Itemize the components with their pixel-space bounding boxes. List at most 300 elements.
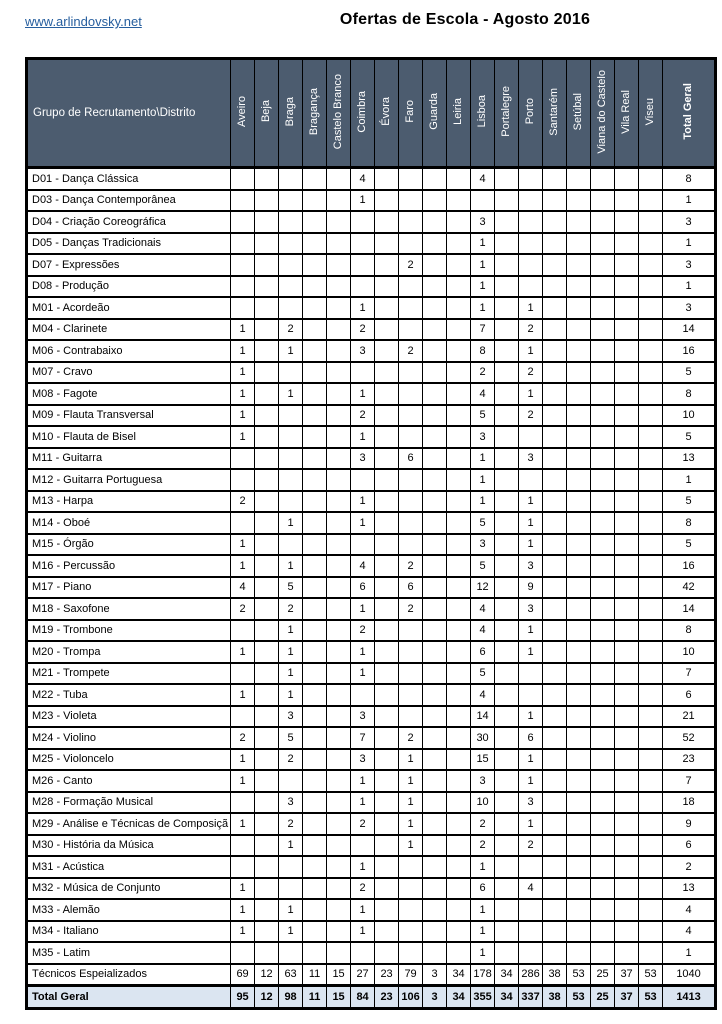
value-cell — [255, 620, 279, 642]
value-cell: 16 — [663, 555, 716, 577]
value-cell: 3 — [471, 534, 495, 556]
value-cell — [495, 512, 519, 534]
row-label: M19 - Trombone — [27, 620, 231, 642]
value-cell: 12 — [255, 964, 279, 986]
value-cell: 1 — [279, 340, 303, 362]
value-cell — [591, 168, 615, 190]
value-cell — [399, 319, 423, 341]
value-cell — [639, 921, 663, 943]
value-cell — [399, 233, 423, 255]
value-cell — [639, 555, 663, 577]
value-cell — [279, 856, 303, 878]
value-cell — [519, 856, 543, 878]
value-cell — [495, 534, 519, 556]
value-cell: 5 — [663, 362, 716, 384]
value-cell: 2 — [471, 813, 495, 835]
value-cell — [447, 254, 471, 276]
value-cell — [231, 233, 255, 255]
value-cell — [351, 534, 375, 556]
value-cell — [447, 405, 471, 427]
value-cell — [303, 276, 327, 298]
value-cell: 4 — [519, 878, 543, 900]
column-header-label: Leiria — [452, 98, 465, 125]
value-cell — [567, 770, 591, 792]
value-cell: 7 — [663, 663, 716, 685]
value-cell — [615, 706, 639, 728]
value-cell: 14 — [663, 598, 716, 620]
value-cell — [639, 297, 663, 319]
column-header-santar-m — [543, 59, 567, 168]
table-row — [27, 340, 716, 362]
value-cell — [351, 362, 375, 384]
value-cell — [423, 319, 447, 341]
value-cell — [495, 878, 519, 900]
value-cell — [543, 168, 567, 190]
value-cell: 2 — [519, 362, 543, 384]
row-label: M17 - Piano — [27, 577, 231, 599]
value-cell: 52 — [663, 727, 716, 749]
value-cell — [375, 233, 399, 255]
value-cell: 2 — [519, 835, 543, 857]
value-cell — [567, 555, 591, 577]
value-cell — [423, 749, 447, 771]
value-cell — [495, 319, 519, 341]
value-cell: 3 — [471, 770, 495, 792]
value-cell — [303, 813, 327, 835]
value-cell — [639, 942, 663, 964]
table-row — [27, 383, 716, 405]
value-cell — [639, 749, 663, 771]
column-header-label: Portalegre — [500, 86, 513, 137]
value-cell — [375, 792, 399, 814]
value-cell — [543, 813, 567, 835]
value-cell — [495, 362, 519, 384]
value-cell: 2 — [471, 835, 495, 857]
value-cell — [615, 878, 639, 900]
value-cell — [543, 878, 567, 900]
value-cell — [399, 706, 423, 728]
value-cell — [567, 899, 591, 921]
value-cell: 1 — [663, 233, 716, 255]
value-cell — [615, 620, 639, 642]
value-cell — [375, 899, 399, 921]
value-cell — [399, 362, 423, 384]
value-cell: 63 — [279, 964, 303, 986]
value-cell: 21 — [663, 706, 716, 728]
value-cell — [423, 555, 447, 577]
value-cell — [591, 512, 615, 534]
value-cell: 1 — [231, 555, 255, 577]
value-cell — [375, 426, 399, 448]
table-row — [27, 684, 716, 706]
value-cell — [279, 469, 303, 491]
value-cell — [567, 878, 591, 900]
value-cell — [327, 555, 351, 577]
value-cell: 69 — [231, 964, 255, 986]
table-row — [27, 190, 716, 212]
table-row — [27, 727, 716, 749]
value-cell — [519, 921, 543, 943]
value-cell — [591, 663, 615, 685]
value-cell — [279, 942, 303, 964]
value-cell — [519, 233, 543, 255]
value-cell — [255, 426, 279, 448]
value-cell — [399, 190, 423, 212]
value-cell — [255, 577, 279, 599]
value-cell — [639, 620, 663, 642]
value-cell: 8 — [663, 383, 716, 405]
value-cell — [255, 813, 279, 835]
value-cell — [615, 448, 639, 470]
value-cell — [567, 792, 591, 814]
value-cell — [255, 405, 279, 427]
value-cell — [423, 362, 447, 384]
value-cell: 1 — [399, 813, 423, 835]
value-cell — [327, 319, 351, 341]
value-cell — [639, 362, 663, 384]
value-cell: 12 — [255, 986, 279, 1009]
column-header-set-bal — [567, 59, 591, 168]
value-cell — [495, 835, 519, 857]
table-row — [27, 168, 716, 190]
value-cell — [543, 684, 567, 706]
table-row — [27, 491, 716, 513]
value-cell: 1 — [519, 770, 543, 792]
value-cell — [375, 534, 399, 556]
value-cell — [567, 577, 591, 599]
value-cell: 1 — [351, 663, 375, 685]
value-cell: 2 — [279, 749, 303, 771]
value-cell: 3 — [351, 340, 375, 362]
value-cell: 16 — [663, 340, 716, 362]
value-cell — [567, 297, 591, 319]
value-cell — [279, 276, 303, 298]
value-cell — [591, 770, 615, 792]
value-cell — [543, 190, 567, 212]
value-cell: 6 — [471, 878, 495, 900]
value-cell — [495, 555, 519, 577]
row-label: M25 - Violoncelo — [27, 749, 231, 771]
value-cell — [615, 641, 639, 663]
value-cell — [303, 405, 327, 427]
value-cell — [327, 921, 351, 943]
value-cell — [591, 878, 615, 900]
value-cell — [303, 340, 327, 362]
value-cell: 3 — [471, 211, 495, 233]
value-cell: 5 — [471, 512, 495, 534]
value-cell: 2 — [351, 319, 375, 341]
table-row — [27, 921, 716, 943]
value-cell — [255, 211, 279, 233]
value-cell: 1 — [279, 512, 303, 534]
offers-table — [25, 57, 717, 1010]
value-cell — [567, 168, 591, 190]
value-cell — [255, 168, 279, 190]
column-header-coimbra — [351, 59, 375, 168]
row-label: M10 - Flauta de Bisel — [27, 426, 231, 448]
value-cell — [423, 168, 447, 190]
value-cell — [423, 921, 447, 943]
value-cell — [423, 534, 447, 556]
value-cell — [351, 469, 375, 491]
value-cell — [375, 297, 399, 319]
value-cell — [495, 168, 519, 190]
value-cell — [615, 727, 639, 749]
value-cell — [327, 340, 351, 362]
value-cell — [447, 555, 471, 577]
value-cell — [639, 663, 663, 685]
row-label: M31 - Acústica — [27, 856, 231, 878]
value-cell: 1 — [231, 899, 255, 921]
value-cell — [615, 684, 639, 706]
table-row — [27, 534, 716, 556]
value-cell: 178 — [471, 964, 495, 986]
table-row — [27, 835, 716, 857]
value-cell: 27 — [351, 964, 375, 986]
row-label: M11 - Guitarra — [27, 448, 231, 470]
value-cell — [639, 899, 663, 921]
value-cell — [303, 641, 327, 663]
value-cell — [399, 512, 423, 534]
value-cell — [423, 770, 447, 792]
value-cell — [495, 792, 519, 814]
value-cell — [543, 448, 567, 470]
value-cell — [423, 297, 447, 319]
value-cell — [495, 813, 519, 835]
value-cell: 1 — [663, 276, 716, 298]
value-cell — [351, 835, 375, 857]
value-cell: 2 — [399, 340, 423, 362]
value-cell — [255, 469, 279, 491]
table-row — [27, 233, 716, 255]
row-label: D07 - Expressões — [27, 254, 231, 276]
row-label: Total Geral — [27, 986, 231, 1009]
value-cell: 337 — [519, 986, 543, 1009]
value-cell — [399, 297, 423, 319]
table-row — [27, 254, 716, 276]
value-cell — [615, 598, 639, 620]
value-cell — [279, 405, 303, 427]
value-cell — [375, 190, 399, 212]
value-cell: 1 — [351, 598, 375, 620]
column-header-viseu — [639, 59, 663, 168]
row-label: D01 - Dança Clássica — [27, 168, 231, 190]
value-cell — [231, 276, 255, 298]
value-cell — [447, 598, 471, 620]
value-cell — [255, 856, 279, 878]
value-cell — [447, 233, 471, 255]
value-cell — [303, 469, 327, 491]
value-cell — [423, 684, 447, 706]
table-row — [27, 405, 716, 427]
value-cell — [351, 254, 375, 276]
value-cell: 79 — [399, 964, 423, 986]
value-cell — [255, 340, 279, 362]
value-cell — [399, 383, 423, 405]
value-cell: 3 — [279, 792, 303, 814]
value-cell: 84 — [351, 986, 375, 1009]
value-cell: 1 — [519, 641, 543, 663]
value-cell — [327, 856, 351, 878]
value-cell — [351, 211, 375, 233]
value-cell: 2 — [231, 491, 255, 513]
value-cell — [639, 706, 663, 728]
value-cell — [591, 727, 615, 749]
value-cell — [567, 663, 591, 685]
value-cell — [615, 233, 639, 255]
value-cell: 11 — [303, 986, 327, 1009]
value-cell — [567, 319, 591, 341]
value-cell: 1 — [351, 190, 375, 212]
value-cell — [423, 254, 447, 276]
value-cell — [327, 211, 351, 233]
value-cell: 1 — [231, 921, 255, 943]
value-cell: 1 — [351, 899, 375, 921]
value-cell — [615, 168, 639, 190]
value-cell — [423, 620, 447, 642]
value-cell: 1 — [231, 362, 255, 384]
value-cell — [567, 921, 591, 943]
value-cell — [255, 749, 279, 771]
site-link[interactable]: www.arlindovsky.net — [25, 14, 142, 29]
value-cell — [231, 168, 255, 190]
value-cell — [519, 684, 543, 706]
value-cell — [327, 233, 351, 255]
value-cell — [327, 383, 351, 405]
value-cell: 53 — [567, 964, 591, 986]
value-cell: 5 — [279, 727, 303, 749]
value-cell — [495, 276, 519, 298]
table-row — [27, 964, 716, 986]
value-cell — [591, 254, 615, 276]
value-cell: 1 — [471, 899, 495, 921]
value-cell — [615, 534, 639, 556]
value-cell: 2 — [231, 727, 255, 749]
value-cell — [639, 319, 663, 341]
value-cell: 1 — [231, 426, 255, 448]
value-cell — [375, 942, 399, 964]
value-cell: 1 — [279, 663, 303, 685]
value-cell: 3 — [663, 254, 716, 276]
value-cell: 4 — [663, 899, 716, 921]
value-cell — [303, 856, 327, 878]
value-cell — [255, 942, 279, 964]
value-cell: 1 — [519, 340, 543, 362]
value-cell — [591, 448, 615, 470]
table-row — [27, 598, 716, 620]
value-cell: 95 — [231, 986, 255, 1009]
column-header-label: Beja — [260, 100, 273, 123]
value-cell — [567, 856, 591, 878]
value-cell — [495, 405, 519, 427]
value-cell — [495, 469, 519, 491]
value-cell — [255, 706, 279, 728]
value-cell: 3 — [663, 211, 716, 233]
value-cell — [495, 340, 519, 362]
value-cell — [231, 211, 255, 233]
value-cell — [303, 211, 327, 233]
value-cell: 53 — [639, 986, 663, 1009]
value-cell: 5 — [663, 491, 716, 513]
value-cell — [303, 297, 327, 319]
value-cell: 1 — [279, 921, 303, 943]
column-header-label: Santarém — [548, 87, 561, 136]
value-cell — [423, 856, 447, 878]
column-header-portalegre — [495, 59, 519, 168]
value-cell — [375, 770, 399, 792]
column-header-aveiro — [231, 59, 255, 168]
value-cell — [423, 383, 447, 405]
value-cell — [327, 835, 351, 857]
value-cell: 53 — [639, 964, 663, 986]
value-cell — [279, 426, 303, 448]
value-cell — [255, 921, 279, 943]
table-row — [27, 770, 716, 792]
value-cell: 11 — [303, 964, 327, 986]
value-cell — [615, 942, 639, 964]
value-cell — [615, 469, 639, 491]
value-cell: 10 — [663, 641, 716, 663]
value-cell — [303, 706, 327, 728]
value-cell — [303, 835, 327, 857]
value-cell — [495, 727, 519, 749]
value-cell: 1 — [519, 491, 543, 513]
value-cell — [375, 878, 399, 900]
value-cell — [639, 770, 663, 792]
value-cell: 23 — [375, 964, 399, 986]
value-cell — [639, 856, 663, 878]
value-cell: 1 — [351, 297, 375, 319]
value-cell — [375, 813, 399, 835]
value-cell — [639, 598, 663, 620]
value-cell — [447, 899, 471, 921]
value-cell — [327, 792, 351, 814]
column-header-label: Vila Real — [620, 89, 633, 134]
row-label: Técnicos Espeializados — [27, 964, 231, 986]
value-cell — [447, 491, 471, 513]
value-cell: 1 — [471, 276, 495, 298]
row-label: M20 - Trompa — [27, 641, 231, 663]
value-cell — [279, 362, 303, 384]
value-cell — [303, 383, 327, 405]
value-cell: 25 — [591, 964, 615, 986]
value-cell: 34 — [495, 986, 519, 1009]
value-cell — [375, 856, 399, 878]
value-cell — [591, 233, 615, 255]
value-cell — [447, 448, 471, 470]
table-row — [27, 899, 716, 921]
value-cell — [279, 491, 303, 513]
row-label: M21 - Trompete — [27, 663, 231, 685]
value-cell — [375, 512, 399, 534]
value-cell — [399, 921, 423, 943]
value-cell: 3 — [471, 426, 495, 448]
value-cell — [279, 448, 303, 470]
value-cell — [303, 233, 327, 255]
value-cell: 1 — [231, 319, 255, 341]
value-cell — [591, 534, 615, 556]
value-cell: 1 — [231, 340, 255, 362]
value-cell — [255, 233, 279, 255]
row-label: M09 - Flauta Transversal — [27, 405, 231, 427]
value-cell — [615, 276, 639, 298]
value-cell: 2 — [279, 319, 303, 341]
value-cell — [519, 211, 543, 233]
row-label: M01 - Acordeão — [27, 297, 231, 319]
value-cell — [567, 383, 591, 405]
value-cell — [447, 340, 471, 362]
value-cell — [543, 426, 567, 448]
